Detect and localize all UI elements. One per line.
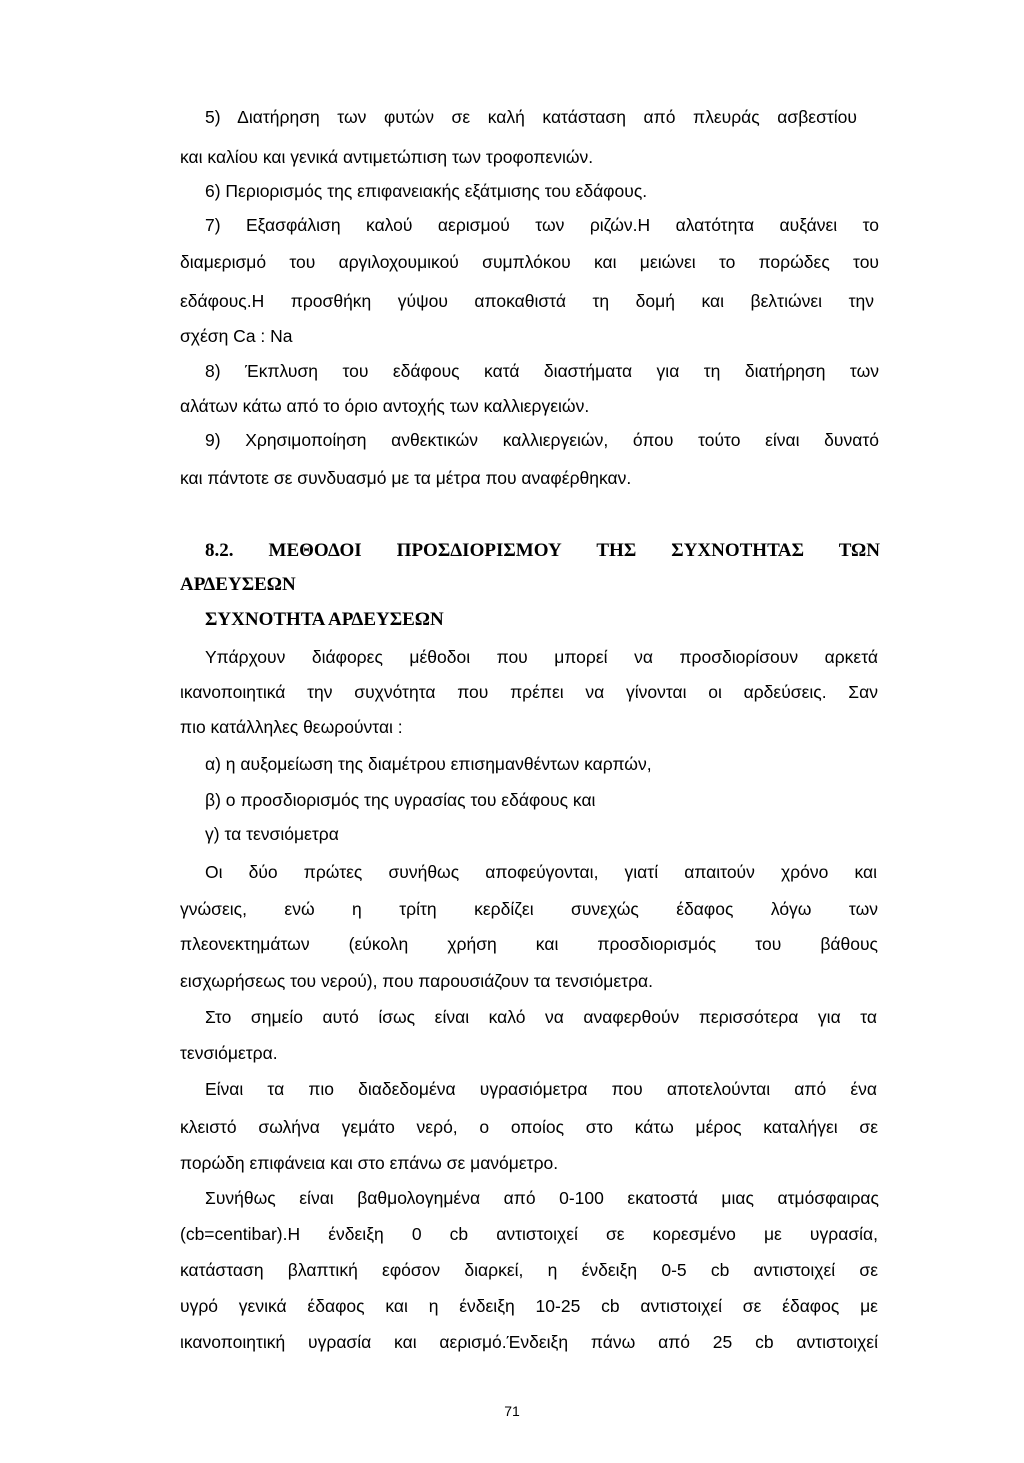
section-heading: 8.2. ΜΕΘΟΔΟΙ ΠΡΟΣΔΙΟΡΙΣΜΟΥ ΤΗΣ ΣΥΧΝΟΤΗΤΑΣ ΤΩΝ bbox=[205, 540, 880, 561]
text-line: ικανοποιητική υγρασία και αερισμό.Ένδειξη πάνω από 25 cb αντιστοιχεί bbox=[180, 1332, 878, 1352]
page-number: 71 bbox=[504, 1403, 520, 1419]
subheading: ΣΥΧΝΟΤΗΤΑ ΑΡΔΕΥΣΕΩΝ bbox=[205, 609, 444, 630]
text-line: πιο κατάλληλες θεωρούνται : bbox=[180, 717, 403, 737]
text-line: 9) Χρησιμοποίηση ανθεκτικών καλλιεργειών, όπου τούτο είναι δυνατό bbox=[205, 430, 879, 450]
text-line: πλεονεκτημάτων (εύκολη χρήση και προσδιορισμός του βάθους bbox=[180, 934, 878, 954]
text-line: κλειστό σωλήνα γεμάτο νερό, ο οποίος στο κάτω μέρος καταλήγει σε bbox=[180, 1117, 878, 1137]
text-line: τενσιόμετρα. bbox=[180, 1043, 278, 1063]
text-line: και πάντοτε σε συνδυασμό με τα μέτρα που αναφέρθηκαν. bbox=[180, 468, 632, 488]
text-line: εδάφους.Η προσθήκη γύψου αποκαθιστά τη δομή και βελτιώνει την bbox=[180, 291, 874, 311]
text-line: κατάσταση βλαπτική εφόσον διαρκεί, η ένδειξη 0-5 cb αντιστοιχεί σε bbox=[180, 1260, 878, 1280]
text-line: 7) Εξασφάλιση καλού αερισμού των ριζών.Η αλατότητα αυξάνει το bbox=[205, 215, 879, 235]
text-line: διαμερισμό του αργιλοχουμικού συμπλόκου και μειώνει το πορώδες του bbox=[180, 252, 879, 272]
text-line: γνώσεις, ενώ η τρίτη κερδίζει συνεχώς έδαφος λόγω των bbox=[180, 899, 878, 919]
text-line: 5) Διατήρηση των φυτών σε καλή κατάσταση από πλευράς ασβεστίου bbox=[205, 107, 857, 127]
text-line: 8) Έκπλυση του εδάφους κατά διαστήματα για τη διατήρηση των bbox=[205, 361, 879, 381]
text-line: Υπάρχουν διάφορες μέθοδοι που μπορεί να προσδιορίσουν αρκετά bbox=[205, 647, 878, 667]
text-line: Στο σημείο αυτό ίσως είναι καλό να αναφερθούν περισσότερα για τα bbox=[205, 1007, 877, 1027]
text-line: ικανοποιητικά την συχνότητα που πρέπει να γίνονται οι αρδεύσεις. Σαν bbox=[180, 682, 878, 702]
text-line: Είναι τα πιο διαδεδομένα υγρασιόμετρα που αποτελούνται από ένα bbox=[205, 1079, 877, 1099]
text-line: Οι δύο πρώτες συνήθως αποφεύγονται, γιατί απαιτούν χρόνο και bbox=[205, 862, 877, 882]
text-line: εισχωρήσεως του νερού), που παρουσιάζουν τα τενσιόμετρα. bbox=[180, 971, 654, 991]
text-line: 6) Περιορισμός της επιφανειακής εξάτμισης του εδάφους. bbox=[205, 181, 648, 201]
text-line: σχέση Ca : Na bbox=[180, 326, 293, 346]
section-heading-continued: ΑΡΔΕΥΣΕΩΝ bbox=[180, 574, 296, 595]
list-item: α) η αυξομείωση της διαμέτρου επισημανθέντων καρπών, bbox=[205, 754, 652, 774]
text-line: υγρό γενικά έδαφος και η ένδειξη 10-25 cb αντιστοιχεί σε έδαφος με bbox=[180, 1296, 878, 1316]
text-line: (cb=centibar).Η ένδειξη 0 cb αντιστοιχεί σε κορεσμένο με υγρασία, bbox=[180, 1224, 878, 1244]
text-line: και καλίου και γενικά αντιμετώπιση των τροφοπενιών. bbox=[180, 147, 594, 167]
list-item: β) ο προσδιορισμός της υγρασίας του εδάφους και bbox=[205, 790, 596, 810]
text-line: Συνήθως είναι βαθμολογημένα από 0-100 εκατοστά μιας ατμόσφαιρας bbox=[205, 1188, 879, 1208]
list-item: γ) τα τενσιόμετρα bbox=[205, 824, 339, 844]
text-line: αλάτων κάτω από το όριο αντοχής των καλλιεργειών. bbox=[180, 396, 590, 416]
text-line: πορώδη επιφάνεια και στο επάνω σε μανόμετρο. bbox=[180, 1153, 559, 1173]
